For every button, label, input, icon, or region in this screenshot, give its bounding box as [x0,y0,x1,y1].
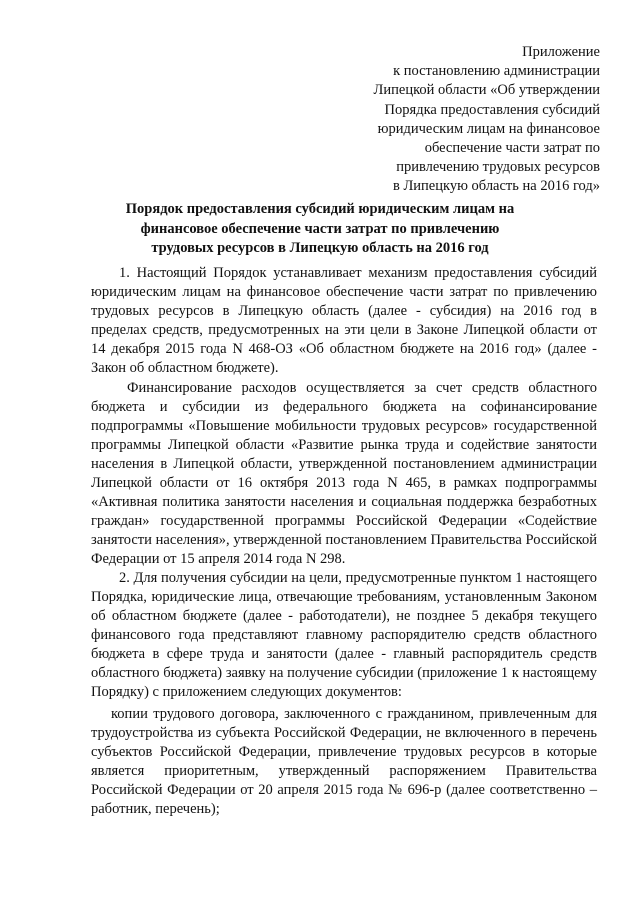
paragraph-clause-2: 2. Для получения субсидии на цели, предусмотренные пунктом 1 настоящего Порядка, юридические лица, отвечающие требованиям, установленным Законом об областном бюджете (далее - работодатели), не позднее 5 декабря текущего финансового года представляют главному распорядителю средств областного бюджета в сфере труда и занятости (далее - главный распорядитель средств областного бюджета) заявку на получение субсидии (приложение 1 к настоящему Порядку) с приложением следующих документов: [91,570,597,700]
appendix-line: привлечению трудовых ресурсов [396,159,600,176]
appendix-line: обеспечение части затрат по [424,140,600,157]
appendix-header [300,43,600,197]
title-line: Порядок предоставления субсидий юридическим лицам на [125,201,515,217]
paragraph-financing: Финансирование расходов осуществляется за счет средств областного бюджета и субсидии из федерального бюджета на софинансирование подпрограммы «Повышение мобильности трудовых ресурсов» государственной программы Липецкой области «Развитие рынка труда и содействие занятости населения в Липецкой области, утвержденной постановлением администрации Липецкой области от 16 октября 2013 года N 465, в рамках подпрограммы «Активная политика занятости населения и социальная поддержка безработных граждан» государственной программы Российской Федерации «Содействие занятости населения», утвержденной постановлением Правительства Российской Федерации от 15 апреля 2014 года N 298. [91,380,597,567]
appendix-line: к постановлению администрации [393,63,600,80]
appendix-line: в Липецкую область на 2016 год» [392,178,600,195]
appendix-line: Приложение [522,44,600,60]
document-title [90,200,550,259]
paragraph-document-list-item: копии трудового договора, заключенного с гражданином, привлеченным для трудоустройства из субъекта Российской Федерации, не включенного в перечень субъектов Российской Федерации, привлечение трудовых ресурсов в которые является приоритетным, утвержденный распоряжением Правительства Российской Федерации от 20 апреля 2015 года № 696-р (далее соответственно – работник, перечень); [91,706,597,817]
title-line: трудовых ресурсов в Липецкую область на 2016 год [151,240,489,256]
appendix-line: Порядка предоставления субсидий [384,101,600,118]
title-line: финансовое обеспечение части затрат по привлечению [140,220,500,237]
appendix-line: Липецкой области «Об утверждении [373,82,600,99]
document-body [91,264,597,819]
paragraph-clause-1: 1. Настоящий Порядок устанавливает механизм предоставления субсидий юридическим лицам на финансовое обеспечение части затрат по привлечению трудовых ресурсов в Липецкую область (далее - субсидия) на 2016 год в пределах средств, предусмотренных на эти цели в Законе Липецкой области от 14 декабря 2015 года N 468-ОЗ «Об областном бюджете на 2016 год» (далее - Закон об областном бюджете). [91,265,597,376]
appendix-line: юридическим лицам на финансовое [377,120,600,137]
